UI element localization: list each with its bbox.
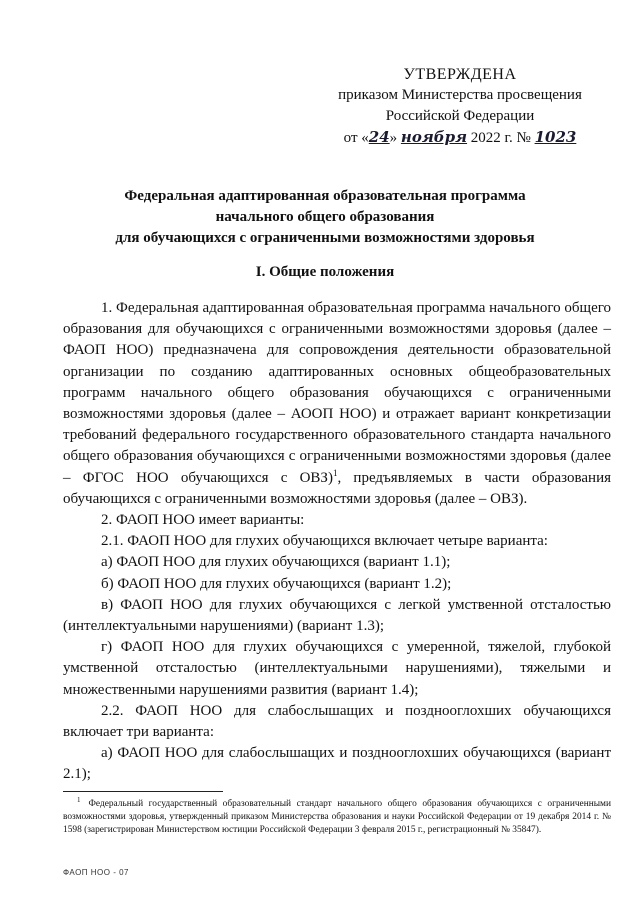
date-prefix: от « — [343, 130, 369, 146]
approval-date-line — [330, 127, 590, 149]
list-item-b: б) ФАОП НОО для глухих обучающихся (вариант 1.2); — [101, 575, 452, 592]
handwritten-day: 24 — [368, 128, 390, 146]
handwritten-month: ноября — [400, 128, 468, 146]
approval-block — [330, 64, 590, 149]
paragraph-1-text: 1. Федеральная адаптированная образовательная программа начального общего образования для обучающихся с ограниченными возможностями здоровья (далее – ФАОП НОО) предназначена для сопровождения деятельности образовательной организации по созданию адаптированных основных общеобразовательных программ начального общего образования обучающихся с ограниченными возможностями здоровья (далее – АООП НОО) и отражает вариант конкретизации требований федерального государственного образовательного стандарта начального общего образования обучающихся с ограниченными возможностями здоровья (далее – ФГОС НОО обучающихся с ОВЗ) — [63, 300, 612, 486]
document-title — [60, 186, 590, 249]
list-item-g: г) ФАОП НОО для глухих обучающихся с умеренной, тяжелой, глубокой умственной отсталостью (интеллектуальными нарушениями), тяжелыми и множественными нарушениями развития (вариант 1.4); — [63, 639, 611, 698]
paragraph-2-2: 2.2. ФАОП НОО для слабослышащих и позднооглохших обучающихся включает три варианта: — [63, 702, 611, 741]
document-code: ФАОП НОО - 07 — [63, 868, 129, 877]
approval-line-ministry: приказом Министерства просвещения — [338, 87, 582, 103]
list-item-v: в) ФАОП НОО для глухих обучающихся с легкой умственной отсталостью (интеллектуальными нарушениями) (вариант 1.3); — [63, 596, 611, 635]
year-text: 2022 г. № — [467, 130, 535, 146]
approval-heading: УТВЕРЖДЕНА — [403, 66, 517, 83]
paragraph-1-text-end: , предъявляемых в части образования обучающихся с ограниченными возможностями здоровья (далее – ОВЗ). — [63, 469, 612, 507]
paragraph-2: 2. ФАОП НОО имеет варианты: — [101, 512, 305, 529]
approval-line-country: Российской Федерации — [385, 108, 535, 124]
list-item-a: а) ФАОП НОО для глухих обучающихся (вариант 1.1); — [101, 554, 451, 571]
title-line-1: Федеральная адаптированная образовательная программа — [124, 188, 526, 204]
handwritten-order-number: 1023 — [534, 128, 577, 146]
body-text — [63, 298, 611, 786]
footnote — [63, 795, 611, 837]
list-item-a-2: а) ФАОП НОО для слабослышащих и позднооглохших обучающихся (вариант 2.1); — [63, 745, 611, 783]
footnote-divider — [63, 791, 223, 792]
date-mid: » — [389, 130, 401, 146]
section-heading: I. Общие положения — [255, 264, 395, 280]
title-line-2: начального общего образования — [215, 209, 435, 225]
title-line-3: для обучающихся с ограниченными возможностями здоровья — [115, 230, 535, 246]
footnote-text: Федеральный государственный образовательный стандарт начального общего образования обучающихся с ограниченными возможностями здоровья, утвержденный приказом Министерства образования и науки Российской Федерации от 19 декабря 2014 г. № 1598 (зарегистрирован Министерством юстиции Российской Федерации 3 февраля 2015 г., регистрационный № 35847). — [63, 799, 611, 835]
footnote-mark: 1 — [77, 795, 81, 804]
paragraph-2-1: 2.1. ФАОП НОО для глухих обучающихся включает четыре варианта: — [101, 533, 548, 550]
paragraph-1 — [63, 298, 611, 510]
footnote-reference: 1 — [332, 467, 338, 478]
